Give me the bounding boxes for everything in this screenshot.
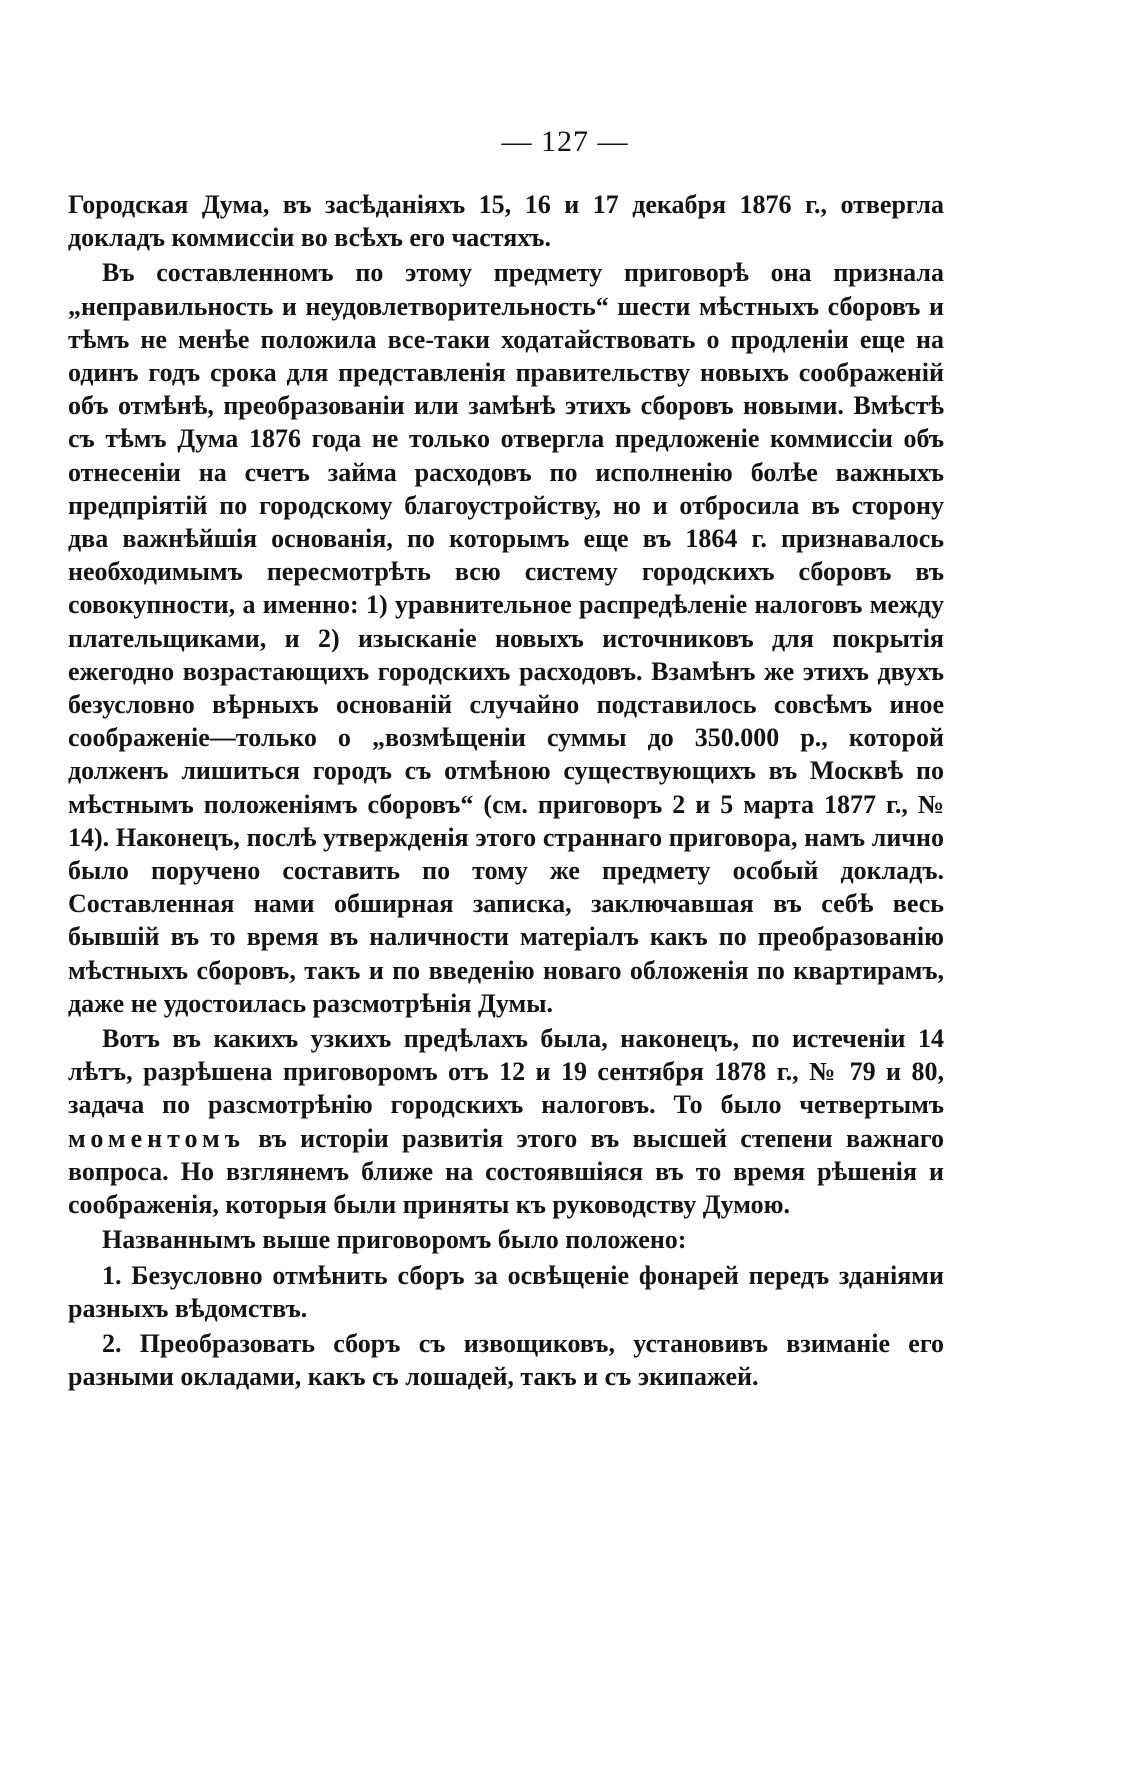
page-number: — 127 — bbox=[501, 125, 629, 158]
paragraph-4: Названнымъ выше приговоромъ было положено: bbox=[102, 1225, 687, 1255]
paragraph-3-part-1: Вотъ въ какихъ узкихъ предѣлахъ была, наконецъ, по истеченіи 14 лѣтъ, разрѣшена приговоромъ отъ 12 и 19 сентября 1878 г., № 79 и 80, задача по разсмотрѣнію городскихъ налоговъ. То было четвертымъ bbox=[68, 1024, 944, 1120]
list-item-2: 2. Преобразовать сборъ съ извощиковъ, установивъ взиманіе его разными окладами, какъ съ лошадей, такъ и съ экипажей. bbox=[68, 1328, 944, 1392]
paragraph-1: Городская Дума, въ засѣданіяхъ 15, 16 и 17 декабря 1876 г., отвергла докладъ коммиссіи во всѣхъ его частяхъ. bbox=[68, 190, 944, 253]
paragraph-3 bbox=[68, 1022, 944, 1221]
spaced-emphasis: моментомъ bbox=[68, 1123, 245, 1153]
list-item-1: 1. Безусловно отмѣнить сборъ за освѣщеніе фонарей передъ зданіями разныхъ вѣдомствъ. bbox=[68, 1260, 944, 1323]
body-text bbox=[68, 188, 944, 1395]
paragraph-3-part-2: въ исторіи развитія этого въ высшей степени важнаго вопроса. Но взглянемъ ближе на состоявшіяся въ то время рѣшенія и соображенія, которыя были приняты къ руководству Думою. bbox=[68, 1123, 945, 1220]
book-page bbox=[60, 0, 1070, 1765]
paragraph-2: Въ составленномъ по этому предмету приговорѣ она признала „неправильность и неудовлетворительность“ шести мѣстныхъ сборовъ и тѣмъ не менѣе положила все-таки ходатайствовать о продленіи еще на одинъ годъ срока для представленія правительству новыхъ соображеній объ отмѣнѣ, преобразованіи или замѣнѣ этихъ сборовъ новыми. Вмѣстѣ съ тѣмъ Дума 1876 года не только отвергла предложеніе коммиссіи объ отнесеніи на счетъ займа расходовъ по исполненію болѣе важныхъ предпріятій по городскому благоустройству, но и отбросила въ сторону два важнѣйшія основанія, по которымъ еще въ 1864 г. признавалось необходимымъ пересмотрѣть всю систему городскихъ сборовъ въ совокупности, а именно: 1) уравнительное распредѣленіе налоговъ между плательщиками, и 2) изысканіе новыхъ источниковъ для покрытія ежегодно возрастающихъ городскихъ расходовъ. Взамѣнъ же этихъ двухъ безусловно вѣрныхъ основаній случайно подставилось совсѣмъ иное соображеніе—только о „возмѣщеніи суммы до 350.000 р., которой долженъ лишиться городъ съ отмѣною существующихъ въ Москвѣ по мѣстнымъ положеніямъ сборовъ“ (см. приговоръ 2 и 5 марта 1877 г., № 14). Наконецъ, послѣ утвержденія этого страннаго приговора, намъ лично было поручено составить по тому же предмету особый докладъ. Составленная нами обширная записка, заключавшая въ себѣ весь бывшій въ то время въ наличности матеріалъ какъ по преобразованію мѣстныхъ сборовъ, такъ и по введенію новаго обложенія по квартирамъ, даже не удостоилась разсмотрѣнія Думы. bbox=[68, 258, 944, 1018]
